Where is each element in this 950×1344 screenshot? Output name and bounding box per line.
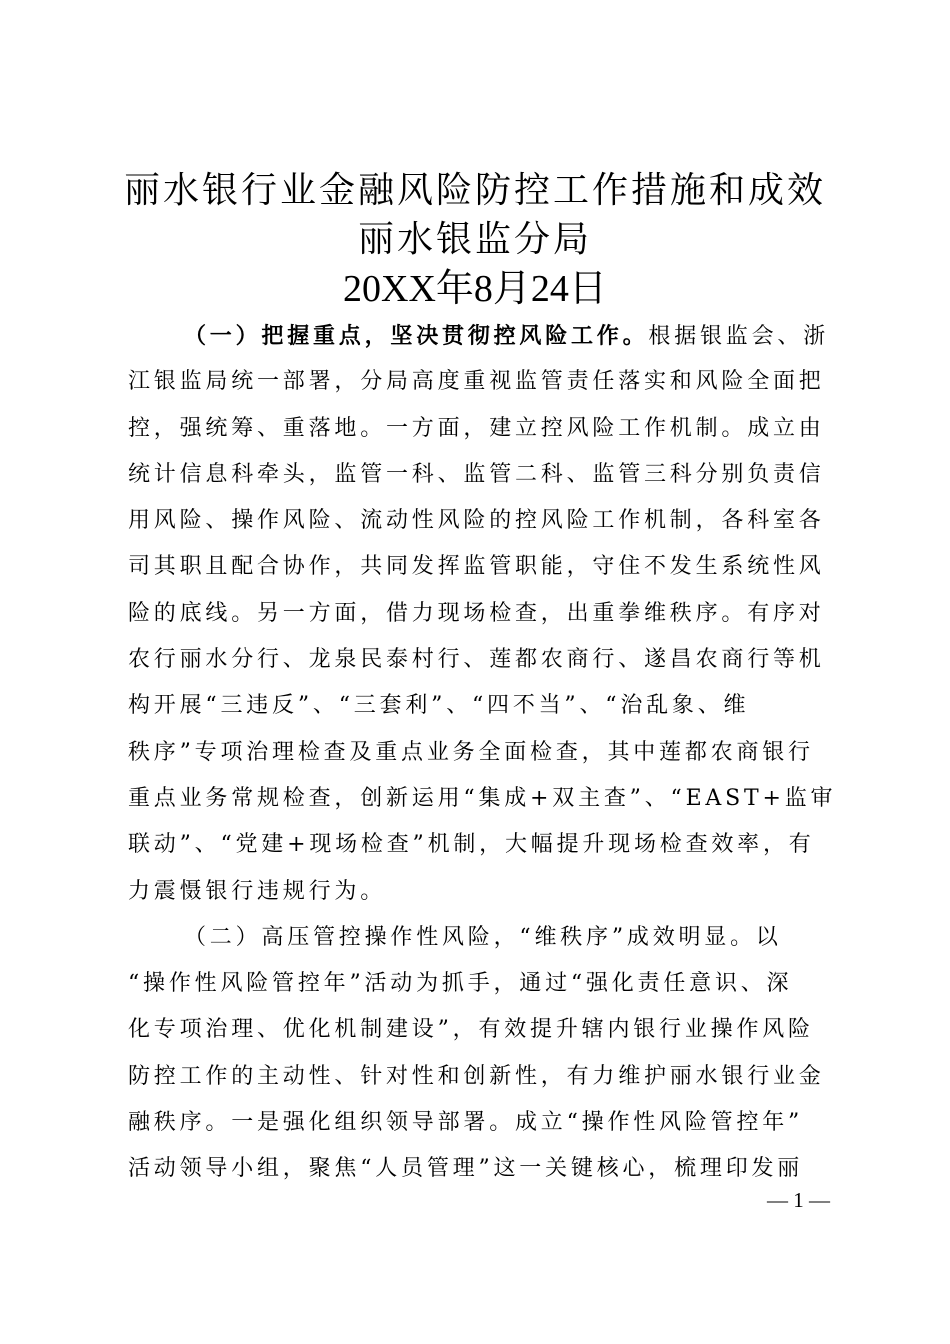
paragraph-1-line: 统计信息科牵头，监管一科、监管二科、监管三科分别负责信	[128, 461, 825, 487]
paragraph-1-line: 江银监局统一部署，分局高度重视监管责任落实和风险全面把	[128, 369, 825, 395]
body-text	[128, 313, 837, 1193]
paragraph-1-line: 险的底线。另一方面，借力现场检查，出重拳维秩序。有序对	[128, 600, 825, 626]
paragraph-1-first-line	[128, 313, 832, 359]
paragraph-2-first-line: （二）高压管控操作性风险，“维秩序”成效明显。以	[184, 924, 782, 950]
paragraph-2-line: 化专项治理、优化机制建设”，有效提升辖内银行业操作风险	[128, 1017, 814, 1043]
document-date: 20XX年8月24日	[343, 268, 607, 310]
paragraph-1-line: 力震慑银行违规行为。	[128, 878, 387, 904]
paragraph-2-line: 融秩序。一是强化组织领导部署。成立“操作性风险管控年”	[128, 1110, 804, 1136]
page-number: — 1 —	[767, 1188, 830, 1212]
paragraph-2-line: 防控工作的主动性、针对性和创新性，有力维护丽水银行业金	[128, 1063, 825, 1089]
paragraph-1-line: 用风险、操作风险、流动性风险的控风险工作机制，各科室各	[128, 508, 825, 534]
paragraph-1-line: 构开展“三违反”、“三套利”、“四不当”、“治乱象、维	[128, 693, 750, 719]
issuing-authority: 丽水银监分局	[357, 219, 592, 260]
paragraph-1-line: 控，强统筹、重落地。一方面，建立控风险工作机制。成立由	[128, 415, 825, 441]
paragraph-1-heading: （一）把握重点，坚决贯彻控风险工作。	[184, 323, 649, 349]
paragraph-1-line: 司其职且配合协作，共同发挥监管职能，守住不发生系统性风	[128, 554, 825, 580]
document-title: 丽水银行业金融风险防控工作措施和成效	[123, 170, 826, 211]
paragraph-1-line: 联动”、“党建+现场检查”机制，大幅提升现场检查效率，有	[128, 832, 815, 858]
title-block	[0, 166, 950, 314]
paragraph-1-line: 重点业务常规检查，创新运用“集成+双主查”、“EAST+监审	[128, 785, 837, 811]
paragraph-1-line: 农行丽水分行、龙泉民泰村行、莲都农商行、遂昌农商行等机	[128, 647, 825, 673]
paragraph-1-line: 秩序”专项治理检查及重点业务全面检查，其中莲都农商银行	[128, 739, 814, 765]
paragraph-1-line-text: 根据银监会、浙	[648, 324, 830, 349]
paragraph-2-line: 活动领导小组，聚焦“人员管理”这一关键核心，梳理印发丽	[128, 1156, 804, 1182]
paragraph-2-line: “操作性风险管控年”活动为抓手，通过“强化责任意识、深	[128, 971, 793, 997]
